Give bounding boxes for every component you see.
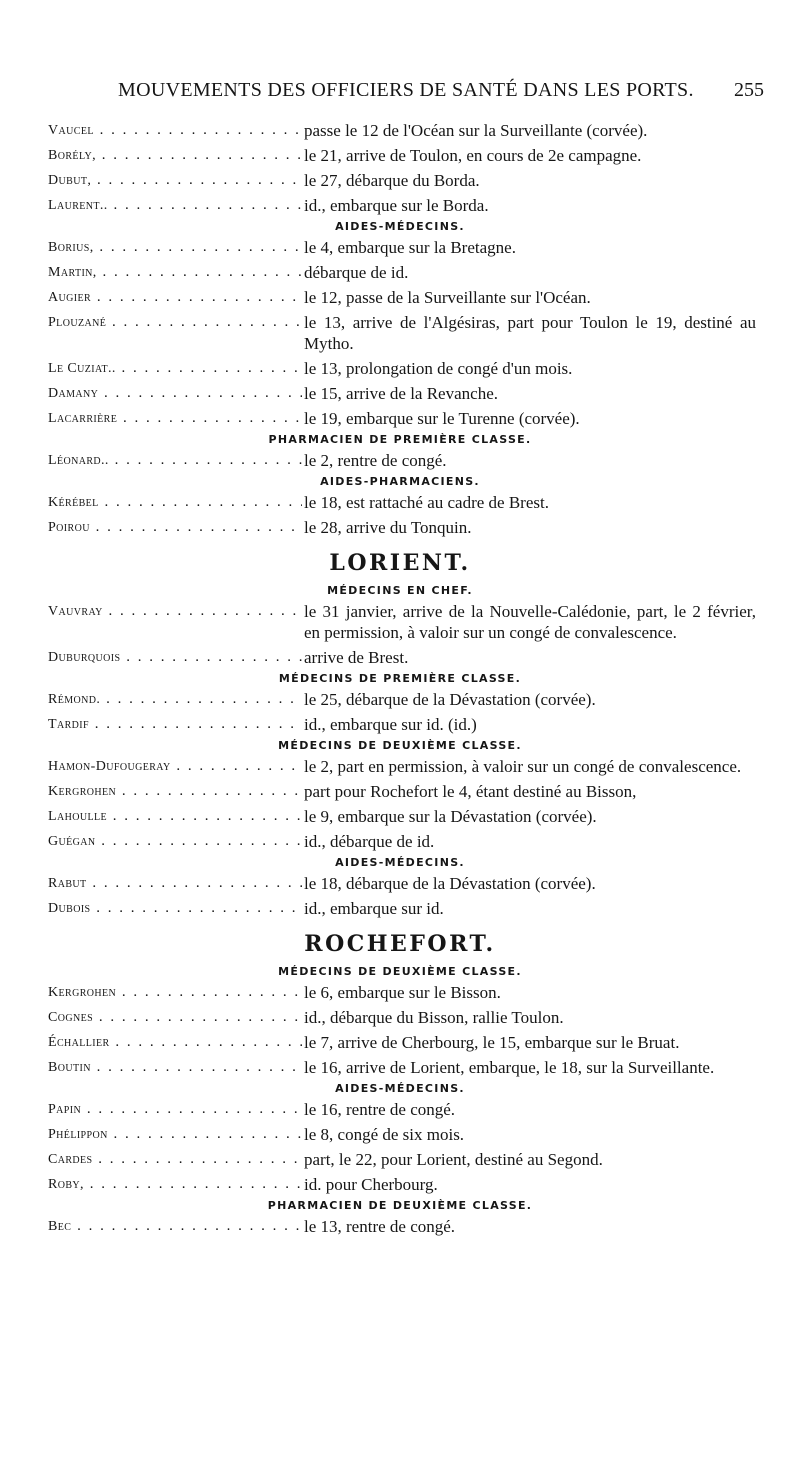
- officer-name: Dubut, . . .: [48, 170, 302, 191]
- movement-entry: [0, 781, 800, 802]
- rank-subheading: MÉDECINS DE PREMIÈRE CLASSE.: [278, 672, 522, 685]
- officer-name: Papin . . .: [48, 1099, 302, 1120]
- movement-entry: [0, 358, 800, 379]
- movement-text: id., débarque du Bisson, rallie Toulon.: [304, 1008, 564, 1027]
- port-heading: LORIENT.: [329, 550, 471, 576]
- movement-entry: [0, 982, 800, 1003]
- officer-name: Rémond. . . .: [48, 689, 302, 710]
- rank-subheading: AIDES-MÉDECINS.: [335, 856, 465, 869]
- movement-text: le 9, embarque sur la Dévastation (corvée).: [304, 807, 597, 826]
- movement-entry: [0, 647, 800, 668]
- officer-name: Cardes . . .: [48, 1149, 302, 1170]
- movement-text: le 19, embarque sur le Turenne (corvée).: [304, 409, 580, 428]
- movement-entry: [0, 492, 800, 513]
- movement-entry: [0, 898, 800, 919]
- movement-text: id., débarque de id.: [304, 832, 435, 851]
- officer-name: Laurent.. . . .: [48, 195, 302, 216]
- movement-entry: [0, 1099, 800, 1120]
- page-number: 255: [734, 79, 764, 101]
- movement-text: le 25, débarque de la Dévastation (corvée).: [304, 690, 596, 709]
- port-heading: ROCHEFORT.: [304, 931, 496, 957]
- movement-entry: [0, 195, 800, 216]
- officer-name: Augier . . .: [48, 287, 302, 308]
- movement-entry: [0, 689, 800, 710]
- officer-name: Bec . . .: [48, 1216, 302, 1237]
- officer-name: Martin, . . .: [48, 262, 302, 283]
- officer-name: Borius, . . .: [48, 237, 302, 258]
- movement-entry: [0, 1149, 800, 1170]
- officer-name: Vauvray . . .: [48, 601, 302, 622]
- movement-entry: [0, 312, 800, 354]
- officer-name: Lacarrière . . .: [48, 408, 302, 429]
- movement-entry: [0, 287, 800, 308]
- movement-text: passe le 12 de l'Océan sur la Surveillante (corvée).: [304, 121, 648, 140]
- movement-text: le 4, embarque sur la Bretagne.: [304, 238, 516, 257]
- rank-subheading: PHARMACIEN DE PREMIÈRE CLASSE.: [268, 433, 532, 446]
- officer-name: Boutin . . .: [48, 1057, 302, 1078]
- movement-text: le 7, arrive de Cherbourg, le 15, embarque sur le Bruat.: [304, 1033, 680, 1052]
- movement-text: le 8, congé de six mois.: [304, 1125, 465, 1144]
- officer-name: Échallier . . .: [48, 1032, 302, 1053]
- officer-name: Duburquois . . .: [48, 647, 302, 668]
- officer-name: Hamon-Dufougeray . . .: [48, 756, 302, 777]
- movement-entry: [0, 517, 800, 538]
- movement-entry: [0, 383, 800, 404]
- officer-name: Léonard.. . . .: [48, 450, 302, 471]
- movement-text: le 13, prolongation de congé d'un mois.: [304, 359, 573, 378]
- officer-name: Le Cuziat.. . . .: [48, 358, 302, 379]
- movement-entry: [0, 831, 800, 852]
- movement-text: le 18, débarque de la Dévastation (corvée).: [304, 874, 596, 893]
- movement-entry: [0, 1216, 800, 1237]
- movement-text: id., embarque sur id. (id.): [304, 715, 477, 734]
- running-title: MOUVEMENTS DES OFFICIERS DE SANTÉ DANS LES PORTS.: [118, 79, 694, 101]
- movement-text: débarque de id.: [304, 263, 409, 282]
- officer-name: Vaucel . . .: [48, 120, 302, 141]
- movement-entry: [0, 1007, 800, 1028]
- movement-entry: [0, 1032, 800, 1053]
- rank-subheading: MÉDECINS DE DEUXIÈME CLASSE.: [278, 739, 522, 752]
- officer-name: Kergrohen . . .: [48, 982, 302, 1003]
- movement-text: id., embarque sur id.: [304, 899, 444, 918]
- movement-text: le 13, rentre de congé.: [304, 1217, 456, 1236]
- rank-subheading: AIDES-MÉDECINS.: [335, 220, 465, 233]
- movement-entry: [0, 1057, 800, 1078]
- movement-entry: [0, 145, 800, 166]
- movement-text: le 28, arrive du Tonquin.: [304, 518, 472, 537]
- movement-entry: [0, 756, 800, 777]
- running-header: [0, 79, 800, 111]
- movement-text: le 21, arrive de Toulon, en cours de 2e campagne.: [304, 146, 642, 165]
- rank-subheading: MÉDECINS EN CHEF.: [327, 584, 473, 597]
- officer-name: Dubois . . .: [48, 898, 302, 919]
- movement-text: le 16, rentre de congé.: [304, 1100, 456, 1119]
- movement-entry: [0, 450, 800, 471]
- movement-entry: [0, 1174, 800, 1195]
- movement-text: le 12, passe de la Surveillante sur l'Océan.: [304, 288, 591, 307]
- page-body: [0, 120, 800, 1241]
- movement-entry: [0, 120, 800, 141]
- officer-name: Guégan . . .: [48, 831, 302, 852]
- movement-text: le 2, rentre de congé.: [304, 451, 447, 470]
- movement-entry: [0, 873, 800, 894]
- officer-name: Poirou . . .: [48, 517, 302, 538]
- movement-entry: [0, 601, 800, 643]
- movement-entry: [0, 1124, 800, 1145]
- officer-name: Borély, . . .: [48, 145, 302, 166]
- officer-name: Plouzané . . .: [48, 312, 302, 333]
- movement-entry: [0, 714, 800, 735]
- movement-text: le 2, part en permission, à valoir sur un congé de convalescence.: [304, 757, 742, 776]
- movement-text: part pour Rochefort le 4, étant destiné au Bisson,: [304, 782, 637, 801]
- rank-subheading: MÉDECINS DE DEUXIÈME CLASSE.: [278, 965, 522, 978]
- officer-name: Tardif . . .: [48, 714, 302, 735]
- movement-entry: [0, 408, 800, 429]
- movement-text: le 18, est rattaché au cadre de Brest.: [304, 493, 549, 512]
- movement-text: le 13, arrive de l'Algésiras, part pour Toulon le 19, destiné au Mytho.: [304, 313, 756, 353]
- officer-name: Cognes . . .: [48, 1007, 302, 1028]
- officer-name: Kergrohen . . .: [48, 781, 302, 802]
- movement-entry: [0, 170, 800, 191]
- movement-text: le 16, arrive de Lorient, embarque, le 18, sur la Surveillante.: [304, 1058, 715, 1077]
- movement-text: arrive de Brest.: [304, 648, 409, 667]
- movement-text: le 27, débarque du Borda.: [304, 171, 480, 190]
- movement-text: part, le 22, pour Lorient, destiné au Segond.: [304, 1150, 603, 1169]
- rank-subheading: PHARMACIEN DE DEUXIÈME CLASSE.: [267, 1199, 533, 1212]
- officer-name: Lahoulle . . .: [48, 806, 302, 827]
- rank-subheading: AIDES-PHARMACIENS.: [320, 475, 480, 488]
- rank-subheading: AIDES-MÉDECINS.: [335, 1082, 465, 1095]
- movement-entry: [0, 237, 800, 258]
- officer-name: Damany . . .: [48, 383, 302, 404]
- movement-entry: [0, 262, 800, 283]
- officer-name: Roby, . . .: [48, 1174, 302, 1195]
- movement-text: id., embarque sur le Borda.: [304, 196, 489, 215]
- movement-text: le 31 janvier, arrive de la Nouvelle-Calédonie, part, le 2 février, en permission, à valoir sur un congé de convalescence.: [304, 602, 756, 642]
- movement-text: id. pour Cherbourg.: [304, 1175, 438, 1194]
- movement-text: le 15, arrive de la Revanche.: [304, 384, 498, 403]
- movement-entry: [0, 806, 800, 827]
- officer-name: Phélippon . . .: [48, 1124, 302, 1145]
- movement-text: le 6, embarque sur le Bisson.: [304, 983, 501, 1002]
- officer-name: Kérébel . . .: [48, 492, 302, 513]
- officer-name: Rabut . . .: [48, 873, 302, 894]
